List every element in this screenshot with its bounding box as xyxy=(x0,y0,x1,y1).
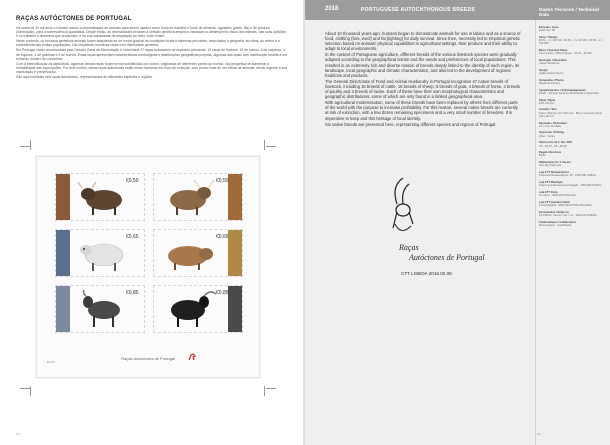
tech-value: Com 6 selos / With 6 stamps · €3,00 – 60 000 xyxy=(539,52,592,56)
tech-value: Praça General Humberto Delgado · 4000-999 PORTO xyxy=(539,184,602,188)
crop-mark xyxy=(30,386,31,396)
tech-value: 2018 / 02 / 08 xyxy=(539,29,555,33)
right-page xyxy=(305,0,610,445)
technical-data-list xyxy=(539,26,607,231)
tech-value: Raças Autóctones xyxy=(539,81,560,85)
tech-value: FSC 110 g/m² xyxy=(539,101,555,105)
tech-value: Ponta Delgada · 9500-999 PONTA DELGADA xyxy=(539,204,592,208)
tech-label: Pagela / Brochure xyxy=(539,151,562,155)
stamp-band xyxy=(228,174,242,220)
tech-value: Carlos Mendonça xyxy=(539,62,560,66)
crop-mark xyxy=(266,146,276,147)
right-paragraph: With agricultural modernisation, some of these breeds have been replaced by others from different parts of the world with the purpose to increase profitability. For this reason, several native breeds are currently at risk of extinction, with a few dozen remaining specimens and a very small number of breeders. It is imperative to keep and this heritage of local identity. xyxy=(325,100,518,121)
stamp-value: €0,50 xyxy=(216,178,229,184)
tech-label: Design xyxy=(539,68,548,72)
tech-label: Loja CTT Restauradores xyxy=(539,171,569,175)
crop-mark xyxy=(20,388,30,389)
tech-value: Av. Zarco · 9000-069 FUNCHAL xyxy=(539,194,577,198)
tech-label: Formato / Size xyxy=(539,108,557,112)
tech-row xyxy=(539,181,607,187)
tech-row xyxy=(539,99,607,105)
stamp-band xyxy=(228,230,242,276)
stamp-band xyxy=(228,286,242,332)
tech-row xyxy=(539,59,607,65)
tech-row xyxy=(539,141,607,147)
tech-label: Impressão / Printing xyxy=(539,131,564,135)
page-number: 28 xyxy=(16,432,20,436)
tech-row xyxy=(539,171,607,177)
crop-mark xyxy=(264,386,265,396)
sheep-illustration xyxy=(74,234,132,272)
sheet-price: €4,00 xyxy=(47,360,55,364)
tech-row xyxy=(539,26,607,32)
stamp-value: €0,65 xyxy=(216,234,229,240)
right-body-text xyxy=(325,31,521,128)
stamp-pig xyxy=(153,229,243,277)
postmark-subtitle: Autóctones de Portugal xyxy=(409,253,485,262)
tech-value: DGAV – Direção Geral de Alimentação e Veterinária xyxy=(539,91,599,95)
sheet-caption: Raças Autóctones de Portugal xyxy=(121,356,175,361)
tech-value: C6 – €0,75 · C5 – €0,80 xyxy=(539,144,567,148)
tech-label: Emissão / Issue xyxy=(539,26,559,29)
page-number: 29 xyxy=(537,432,541,436)
tech-row xyxy=(539,211,607,217)
tech-label: Papel / Paper xyxy=(539,98,556,102)
stamp-goat xyxy=(55,285,145,333)
stamp-value: €0,85 xyxy=(216,290,229,296)
tech-value: offset · Cartor xyxy=(539,134,555,138)
pig-illustration xyxy=(160,234,218,272)
tech-row xyxy=(539,131,607,137)
crop-mark xyxy=(20,146,30,147)
tech-row xyxy=(539,36,607,46)
stamp-band xyxy=(56,230,70,276)
tech-label: Loja CTT Zarco xyxy=(539,190,558,194)
stamp-black-goat xyxy=(153,285,243,333)
postmark-date: CTT LISBOA 2018.02.08 xyxy=(401,271,452,276)
stamp-value: €0,50 xyxy=(126,178,139,184)
stamp-alentejana-cattle xyxy=(153,173,243,221)
tech-label: Selos / Stamps xyxy=(539,35,558,39)
cattle-illustration xyxy=(160,178,218,216)
left-paragraph: Em Portugal, estão reconhecidas pela Direção Geral de Alimentação e Veterinária 47 raças autóctones de espécies pecuárias: 15 raças de bovinos, 15 de ovinos, 6 de caprinos, 4 de equinos, 4 de galinhas e 3 de suínos. Estas raças apresentam características morfológicas e distribuições geográficas próprias, algumas das quais com distribuição restrita a um reduzido número de concelhos. xyxy=(16,48,288,61)
tech-label: Agradecimentos / Acknowledgements xyxy=(539,88,586,92)
technical-data-title: Dados Técnicos / Technical Data xyxy=(539,7,599,17)
cattle-illustration xyxy=(74,178,132,216)
left-paragraph: Neste contexto, os recursos genéticos animais foram adaptando-se de forma gradual às condições locais e sistemas pecuários, associados à geografia, ao clima, ao relevo e à subsistência das muitas populações. Daí resultaram inúmeras raças com diversidade genética. xyxy=(16,39,280,48)
left-body-text xyxy=(16,26,288,80)
crop-mark xyxy=(264,140,265,150)
postmark-title: Raças xyxy=(399,243,419,252)
tech-label: Ilustração / Illustration xyxy=(539,58,567,62)
column-divider xyxy=(535,20,536,445)
right-paragraph: About 10 thousand years ago, humans began to domesticate animals for use in labour and as a source of food, clothing (furs, wool) and fat (lighting) for daily survival. Since then, necessity led to empirical genetic selection based on animals' physical capabilities in agricultural settings, their produce and their ability to adapt to local environments. xyxy=(325,31,521,52)
tech-row xyxy=(539,201,607,207)
tech-value: Selos / Stamps: 40 x 30,6 mm · Bloco / Souvenir sheet: 125 x 95 mm xyxy=(539,111,603,118)
tech-label: Bloco / Souvenir Sheet xyxy=(539,49,568,53)
goat-illustration xyxy=(160,290,218,328)
tech-row xyxy=(539,191,607,197)
tech-label: Colaboradores / Collaborators xyxy=(539,220,577,224)
left-page-title: RAÇAS AUTÓCTONES DE PORTUGAL xyxy=(16,16,132,22)
stamp-band xyxy=(56,174,70,220)
stamp-value: €0,65 xyxy=(126,234,139,240)
tech-value: Atelier Acácio Santos xyxy=(539,72,564,76)
right-paragraph: Six native breeds are presented here, representing different species and regions of Portugal. xyxy=(325,121,497,127)
tech-value: 13 x Cruz de Malta xyxy=(539,124,561,128)
tech-label: Fotografias / Photos xyxy=(539,78,565,82)
tech-label: Loja CTT Município xyxy=(539,181,563,184)
crop-mark xyxy=(266,388,276,389)
tech-row xyxy=(539,79,607,85)
issue-year: 2018 xyxy=(325,6,339,12)
tech-row xyxy=(539,221,607,227)
crop-mark xyxy=(30,140,31,150)
stamp-band xyxy=(56,286,70,332)
souvenir-sheet xyxy=(36,156,260,378)
goat-illustration xyxy=(74,290,132,328)
tech-row xyxy=(539,69,607,75)
stamp-cachena xyxy=(55,173,145,221)
tech-value: Praça dos Restauradores, 58 · 1250-998 LISBOA xyxy=(539,174,597,178)
tech-value: First Day Postmark xyxy=(539,164,562,168)
tech-value: €0,80 xyxy=(539,154,546,158)
tech-row xyxy=(539,108,607,118)
right-paragraph: In the context of Portuguese agriculture, different breeds of the various livestock species were gradually adapted according to the geographical terrain and the needs and preferences of local populations. This resulted in an extremely rich and diverse mosaic of breeds deeply linked to the identity of each region, its landscape, local geographic and climatic characteristics, and also led to the development of regional traditions and products. xyxy=(325,52,520,78)
left-paragraph: São aqui lustradas seis raças autóctones, representantes de diferentes espécies e regiões. xyxy=(16,75,154,80)
tech-label: Obliterações do 1º dia em xyxy=(539,161,571,165)
tech-row xyxy=(539,161,607,167)
tech-value: €0,50 – 2 x 120 000 · €0,65 – 2 x 120 000 · €0,85 – 2 x 120 000 xyxy=(539,39,603,46)
tech-label: Encomendas / Orders to xyxy=(539,210,569,214)
tech-label: Loja CTT Avenida Infante xyxy=(539,200,570,204)
tech-value: FILATELIA · Rua D. Luís I, 41 · 1200-166 LISBOA xyxy=(539,213,597,217)
left-paragraph: Com a intensificação da agricultura, algumas destas raças foram sendo substituídas por outras, originárias de diferentes partes do mundo. Na perspetiva de aumentar a rentabilidade das explorações. Por este motivo, várias raças autóctones estão neste momento em risco de extinção, com pouco mais de um milhar de animais, sendo urgente a sua valorização e preservação. xyxy=(16,61,288,74)
tech-row xyxy=(539,89,607,95)
stamp-sheep xyxy=(55,229,145,277)
tech-row xyxy=(539,49,607,55)
tech-label: Sobrescrito de 1º dia / FDC xyxy=(539,141,573,145)
right-header-title: PORTUGUESE AUTOCHTHONOUS BREEDS xyxy=(361,7,476,13)
tech-label: Denteado / Perforation xyxy=(539,121,567,125)
tech-row xyxy=(539,151,607,157)
ctt-horse-logo-icon xyxy=(187,352,197,362)
stamp-value: €0,85 xyxy=(126,290,139,296)
tech-value: Maria Helena · ctt.pt/filatelia xyxy=(539,223,572,227)
left-paragraph: Há cerca de 10 mil anos o Homem iniciou a domesticação de animais para serem usados como força de trabalho e fonte de alimento, agasalho (peles, lãs) e de gordura (iluminação), para a sobrevivência quotidiana. Desde então, as necessidades levaram à seleção genética empírica, baseada no desempenho físico dos animais, nas suas aptidões e no trabalho e alimentos que produziam, e na sua capacidade de adaptação ao meio onde viviam. xyxy=(16,26,286,39)
right-paragraph: The General Directorate of Food and Animal Husbandry in Portugal recognises 47 native breeds of livestock, including 15 breeds of cattle, 15 breeds of sheep, 6 breeds of goat, 4 breeds of horse, 4 breeds of poultry and 3 breeds of swine. Each of these have their own morphological characteristics and geographic distributions, some of which are only found in a limited geographical area. xyxy=(325,78,520,100)
tech-row xyxy=(539,122,607,128)
